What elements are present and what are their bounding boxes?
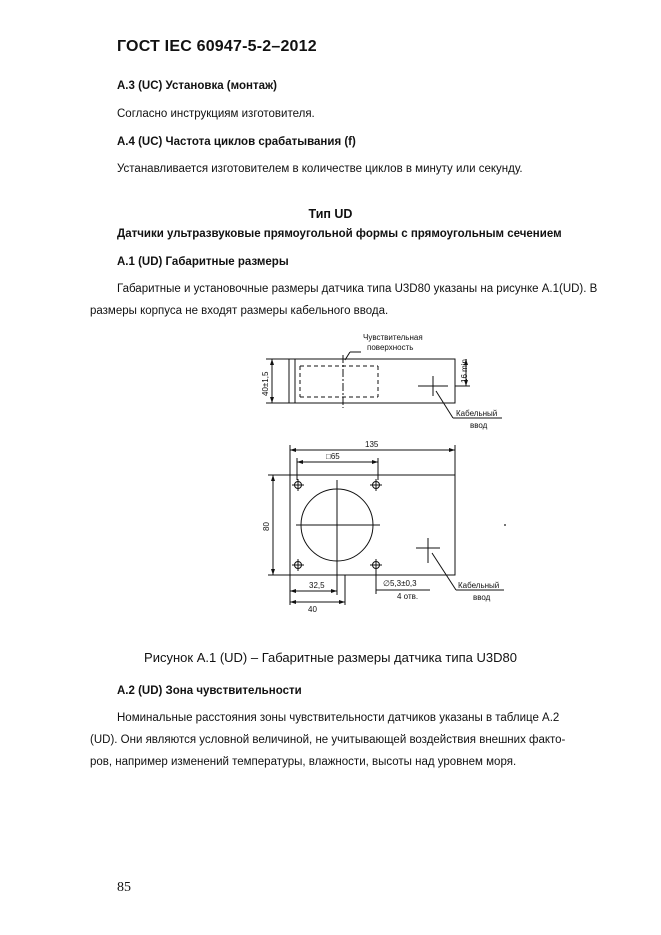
section-a4-text: Устанавливается изготовителем в количестве циклов в минуту или секунду. [117,163,523,175]
section-a2-line-2: (UD). Они являются условной величиной, не учитывающей воздействия внешних факто- [90,734,566,746]
section-a1-line-2: размеры корпуса не входят размеры кабельного ввода. [90,305,389,317]
dim-40-label: 40 [308,605,317,614]
cable-leader [436,391,453,418]
cable-label-line-2: ввод [470,421,488,430]
dim-32-5-label: 32,5 [309,581,325,590]
section-a2-heading: А.2 (UD) Зона чувствительности [117,685,302,697]
surface-label-line-2: поверхность [367,343,414,352]
cable-label-bottom-line-1: Кабельный [458,581,500,590]
cable-label-line-1: Кабельный [456,409,498,418]
cable-label-bottom-line-2: ввод [473,593,491,602]
section-a2-line-3: ров, например изменений температуры, влажности, высоты над уровнем моря. [90,756,517,768]
dim-65-label: □65 [326,452,340,461]
document-header: ГОСТ IEC 60947-5-2–2012 [117,38,317,55]
section-a3-heading: А.3 (UC) Установка (монтаж) [117,80,277,92]
hole-label-line-1: ∅5,3±0,3 [383,579,417,588]
section-a4-heading: А.4 (UC) Частота циклов срабатывания (f) [117,136,356,148]
dim-135-label: 135 [365,440,379,449]
section-a1-heading: А.1 (UD) Габаритные размеры [117,256,289,268]
dim-16min-label: 16 min [460,358,469,383]
section-a1-line-1: Габаритные и установочные размеры датчика типа U3D80 указаны на рисунке А.1(UD). В [117,283,598,295]
section-a2-line-1: Номинальные расстояния зоны чувствительности датчиков указаны в таблице А.2 [117,712,560,724]
dim-80-label: 80 [262,522,271,531]
hole-label-line-2: 4 отв. [397,592,419,601]
type-title: Тип UD [308,207,353,221]
figure-caption: Рисунок А.1 (UD) – Габаритные размеры датчика типа U3D80 [144,650,517,665]
type-subtitle: Датчики ультразвуковые прямоугольной формы с прямоугольным сечением [117,228,562,240]
page-number: 85 [117,880,131,895]
section-a2-text [90,707,565,773]
section-a3-text: Согласно инструкциям изготовителя. [117,108,315,120]
cable-leader-bottom [432,553,456,590]
dim-height-label: 40±1,5 [261,371,270,396]
surface-label-line-1: Чувствительная [363,333,423,342]
